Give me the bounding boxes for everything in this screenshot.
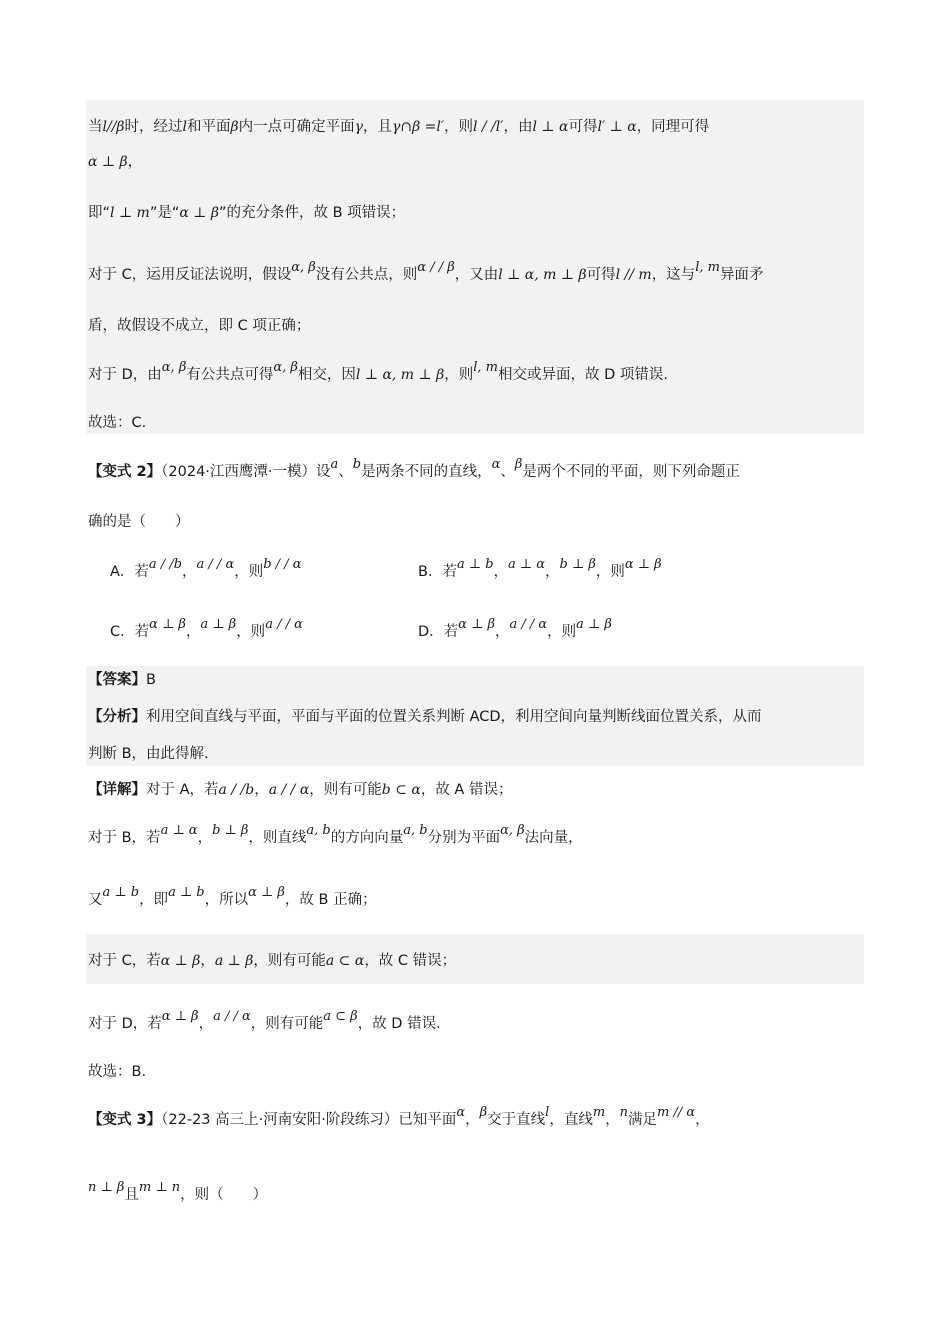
- variant2-question-line-2: 确的是（ ）: [88, 514, 190, 530]
- detail-conclusion: 故选：B.: [88, 1064, 147, 1080]
- variant3-tag: 【变式 3】: [88, 1112, 162, 1128]
- detail-line-b2: 又a ⊥ b，即a ⊥ b，所以α ⊥ β，故 B 正确；: [88, 885, 377, 908]
- solution-line-1: 当l//β时，经过l和平面β内一点可确定平面γ，且γ∩β =l′，则l / /l′，由l ⊥ α可得l′ ⊥ α，同理可得: [88, 119, 710, 135]
- answer-value: B: [146, 672, 156, 688]
- variant2-tag: 【变式 2】: [88, 464, 162, 480]
- analysis-line-1: 【分析】利用空间直线与平面，平面与平面的位置关系判断 ACD，利用空间向量判断线面位置关系，从而: [88, 709, 762, 725]
- detail-line-b1: 对于 B，若a ⊥ α，b ⊥ β，则直线a, b的方向向量a, b分别为平面α, β法向量，: [88, 823, 583, 846]
- solution-line-7: 故选：C.: [88, 415, 147, 431]
- solution-line-3: 即“l ⊥ m”是“α ⊥ β”的充分条件，故 B 项错误；: [88, 205, 406, 221]
- option-d[interactable]: D．若α ⊥ β，a / / α，则a ⊥ β: [418, 617, 612, 640]
- solution-line-4: 对于 C，运用反证法说明，假设α, β没有公共点，则α / / β，又由l ⊥ α, m ⊥ β可得l // m，这与l, m异面矛: [88, 260, 764, 283]
- detail-line-c: 对于 C，若α ⊥ β，a ⊥ β，则有可能a ⊂ α，故 C 错误；: [88, 953, 457, 969]
- variant3-question-line-2: n ⊥ β且m ⊥ n，则（ ）: [88, 1180, 268, 1203]
- analysis-line-2: 判断 B，由此得解.: [88, 746, 209, 762]
- variant2-question-line-1: 【变式 2】（2024·江西鹰潭·一模）设a、b是两条不同的直线，α、β是两个不同的平面，则下列命题正: [88, 457, 740, 480]
- variant3-question-line-1: 【变式 3】（22-23 高三上·河南安阳·阶段练习）已知平面α，β交于直线l，直线m，n满足m // α，: [88, 1105, 710, 1128]
- detail-line-a: 【详解】对于 A，若a / /b，a / / α，则有可能b ⊂ α，故 A 错误；: [88, 782, 513, 798]
- option-a[interactable]: A．若a / /b，a / / α，则b / / α: [110, 557, 302, 580]
- solution-line-2: α ⊥ β，: [88, 154, 143, 170]
- solution-line-5: 盾，故假设不成立，即 C 项正确；: [88, 318, 311, 334]
- solution-line-6: 对于 D，由α, β有公共点可得α, β相交，因l ⊥ α, m ⊥ β，则l, m相交或异面，故 D 项错误.: [88, 360, 668, 383]
- option-c[interactable]: C．若α ⊥ β，a ⊥ β，则a / / α: [110, 617, 303, 640]
- answer-line: 【答案】B: [88, 672, 156, 688]
- detail-line-d: 对于 D，若α ⊥ β，a / / α，则有可能a ⊂ β，故 D 错误.: [88, 1009, 441, 1032]
- option-b[interactable]: B．若a ⊥ b，a ⊥ α，b ⊥ β，则α ⊥ β: [418, 557, 662, 580]
